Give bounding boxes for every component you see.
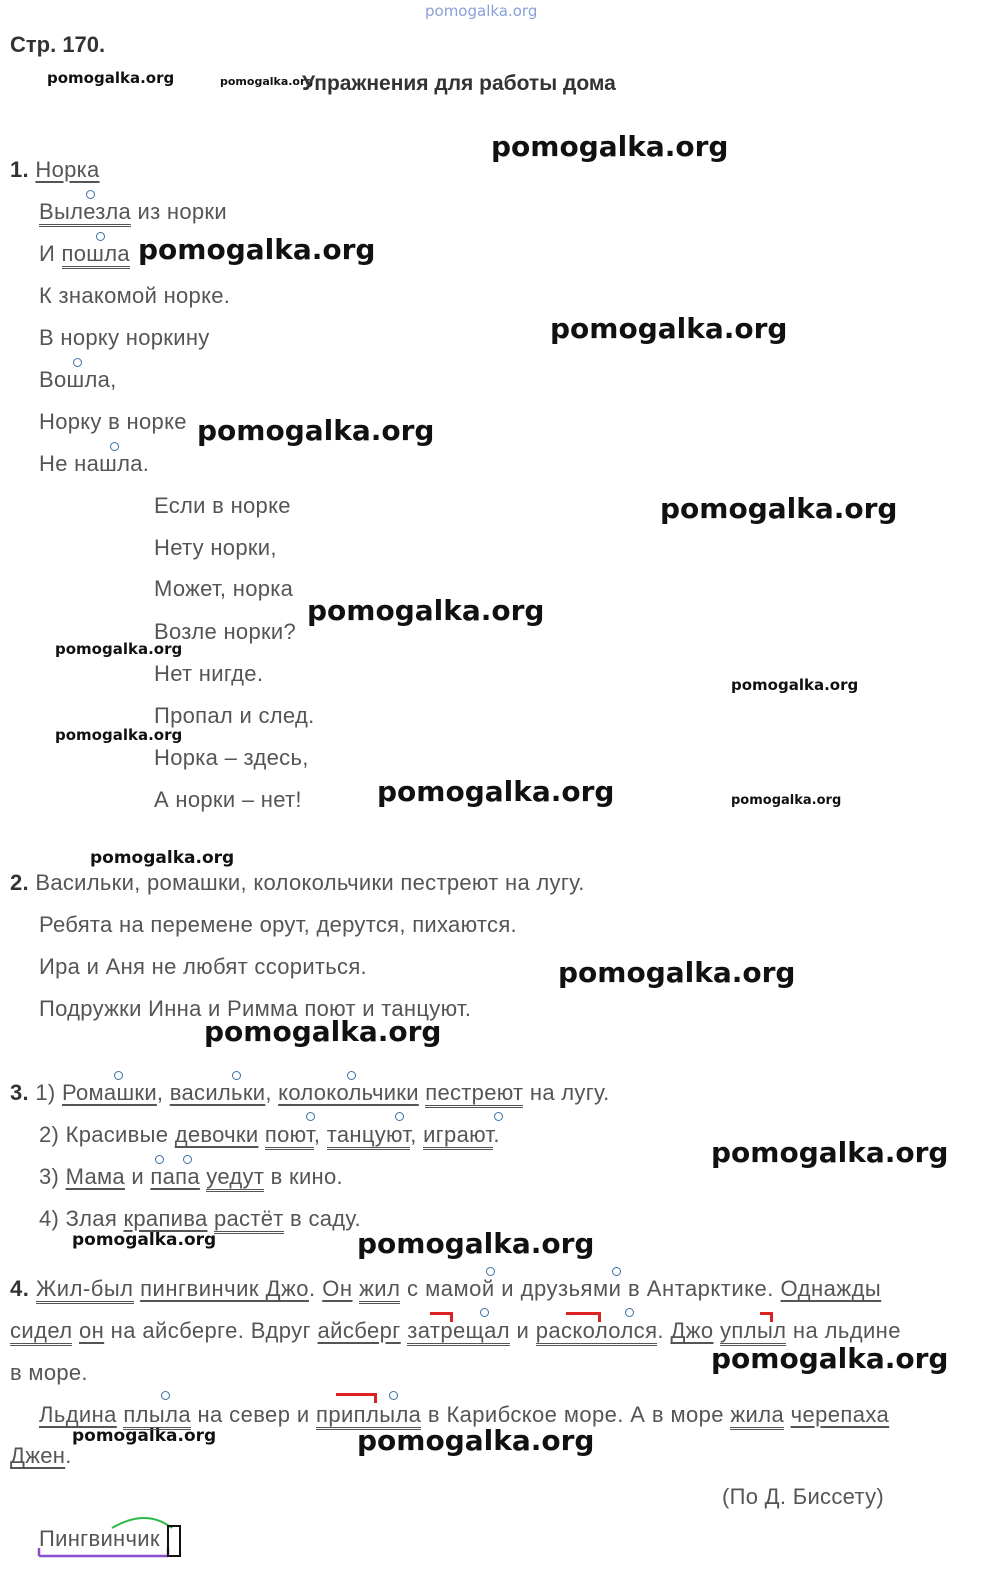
prefix-mark [760,1312,773,1322]
ring-mark [114,1071,123,1080]
root-arc [112,1518,172,1528]
ring-mark [347,1071,356,1080]
sentence: Подружки Инна и Римма поют и танцуют. [39,996,472,1021]
ring-mark [480,1308,489,1317]
watermark: pomogalka.org [90,848,235,868]
text: 2) Красивые [39,1122,175,1147]
top-watermark: pomogalka.org [425,2,538,20]
exercise-number: 1. [10,157,29,182]
predicate: растёт [214,1206,284,1234]
watermark: pomogalka.org [491,130,729,163]
exercise-4-line-3: в море. [10,1360,88,1385]
subject: черепаха [790,1402,890,1427]
text: и [124,1164,151,1189]
predicate: поют [265,1122,314,1150]
text: на айсберге. Вдруг [104,1318,318,1343]
ending-box [168,1526,180,1556]
predicate: уплыл [720,1318,786,1346]
ring-mark [155,1155,164,1164]
ring-mark [306,1112,315,1121]
poem-line: А норки – нет! [154,787,302,812]
text: на льдине [786,1318,901,1343]
section-heading: Упражнения для работы дома [302,72,616,95]
ring-mark [96,232,105,241]
text: , [156,1080,170,1105]
watermark: pomogalka.org [558,956,796,989]
ring-mark [183,1155,192,1164]
ring-mark [612,1267,621,1276]
watermark: pomogalka.org [307,594,545,627]
watermark: pomogalka.org [660,492,898,525]
word-parse: Пингвинчик [39,1526,160,1551]
subject: Джо [670,1318,714,1343]
text: с мамой и друзьями в Антарктике. [400,1276,781,1301]
predicate: жила [730,1402,784,1430]
ring-mark [110,442,119,451]
exercise-3-sentence-1 [10,1080,610,1106]
text: в кино. [264,1164,343,1189]
watermark: pomogalka.org [731,793,842,808]
poem-line [39,199,227,225]
watermark: pomogalka.org [711,1136,949,1169]
text: , [265,1080,279,1105]
exercise-4-line-1 [10,1276,881,1302]
exercise-number: 4. [10,1276,30,1301]
subject: Он [322,1276,353,1301]
ring-mark [73,358,82,367]
text: . [657,1318,671,1343]
exercise-number: 2. [10,870,29,895]
text: из норки [131,199,227,224]
exercise-4-line-4 [39,1402,889,1428]
subject: Джен [10,1443,66,1468]
subject: он [78,1318,105,1343]
predicate: сидел [10,1318,72,1346]
poem-line: К знакомой норке. [39,283,231,308]
predicate: Жил-был [36,1276,134,1304]
watermark: pomogalka.org [55,640,183,658]
exercise-3-sentence-2 [39,1122,500,1148]
word-parse-marks [30,1510,190,1562]
watermark: pomogalka.org [731,676,859,694]
predicate: уедут [206,1164,264,1192]
predicate: играют [423,1122,493,1150]
text [258,1122,264,1147]
watermark: pomogalka.org [72,1426,217,1446]
prefix-mark [566,1312,601,1322]
watermark: pomogalka.org [377,775,615,808]
text: , [313,1122,327,1147]
poem-line: Нет нигде. [154,661,264,686]
exercise-1-title [10,157,100,183]
watermark: pomogalka.org [197,414,435,447]
watermark: pomogalka.org [220,75,314,88]
text: 3) [39,1164,66,1189]
text: 4) Злая [39,1206,124,1231]
poem-line: Если в норке [154,493,291,518]
poem-title: Норка [35,157,100,182]
ring-mark [161,1391,170,1400]
predicate: пошла [62,241,130,269]
poem-line: Может, норка [154,576,294,601]
subject: колокольчики [278,1080,419,1105]
text: 1) [35,1080,62,1105]
predicate: жил [359,1276,400,1304]
exercise-number: 3. [10,1080,29,1105]
subject: Ромашки [61,1080,157,1105]
prefix-mark [336,1393,377,1403]
poem-line: Нету норки, [154,535,277,560]
subject: Льдина [39,1402,117,1427]
watermark: pomogalka.org [550,312,788,345]
watermark: pomogalka.org [204,1015,442,1048]
exercise-4-line-5 [10,1443,72,1469]
poem-line: Вошла, [39,367,117,392]
ring-mark [494,1112,503,1121]
predicate: затрещал [407,1318,510,1346]
text: на лугу. [523,1080,610,1105]
subject: айсберг [317,1318,401,1343]
watermark: pomogalka.org [711,1342,949,1375]
text: И [39,241,62,266]
sentence: Ребята на перемене орут, дерутся, пихаются. [39,912,517,937]
text: на север и [190,1402,317,1427]
subject: девочки [174,1122,259,1147]
sentence: Васильки, ромашки, колокольчики пестреют на лугу. [35,870,585,895]
watermark: pomogalka.org [357,1424,595,1457]
watermark: pomogalka.org [72,1230,217,1250]
ring-mark [625,1308,634,1317]
predicate: танцуют [327,1122,411,1150]
text: . [493,1122,500,1147]
text: . [308,1276,323,1301]
watermark: pomogalka.org [138,233,376,266]
predicate: плыла [123,1402,191,1430]
text: в саду. [283,1206,361,1231]
predicate: раскололся [536,1318,658,1346]
poem-line: В норку норкину [39,325,210,350]
subject: пингвинчик Джо [140,1276,309,1301]
predicate: приплыла [316,1402,421,1430]
text: и [510,1318,536,1343]
source-attribution: (По Д. Биссету) [722,1484,884,1509]
ring-mark [86,190,95,199]
adverb: Однажды [780,1276,882,1301]
predicate: пестреют [425,1080,523,1108]
subject: Мама [65,1164,125,1189]
page-label: Стр. 170. [10,32,106,57]
exercise-2-line [10,870,585,896]
watermark: pomogalka.org [55,726,183,744]
ring-mark [232,1071,241,1080]
prefix-mark [430,1312,453,1322]
subject: васильки [169,1080,266,1105]
poem-line: Норка – здесь, [154,745,309,770]
subject: папа [150,1164,200,1189]
exercise-3-sentence-3 [39,1164,343,1190]
sentence: Ира и Аня не любят ссориться. [39,954,367,979]
poem-line: Не нашла. [39,451,150,476]
text: в Карибское море. А в море [421,1402,731,1427]
watermark: pomogalka.org [47,69,175,87]
text: . [65,1443,72,1468]
subject: крапива [123,1206,208,1231]
poem-line: Норку в норке [39,409,187,434]
ring-mark [486,1267,495,1276]
text: , [410,1122,424,1147]
ring-mark [389,1391,398,1400]
text [208,1206,214,1231]
ring-mark [395,1112,404,1121]
predicate: Вылезла [39,199,131,227]
watermark: pomogalka.org [357,1227,595,1260]
poem-line: Пропал и след. [154,703,315,728]
poem-line: Возле норки? [154,619,297,644]
exercise-3-sentence-4 [39,1206,361,1232]
poem-line [39,241,130,267]
